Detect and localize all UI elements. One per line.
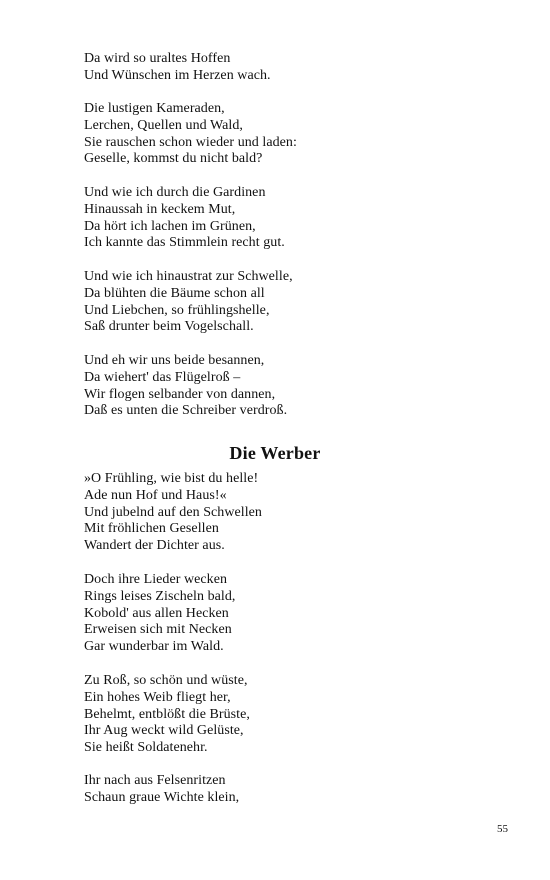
- poem-line: Kobold' aus allen Hecken: [84, 605, 229, 621]
- poem-line: Die lustigen Kameraden,: [84, 101, 225, 116]
- poem-line: Wir flogen selbander von dannen,: [84, 386, 276, 402]
- poem-line: Sie rauschen schon wieder und laden:: [84, 134, 297, 150]
- poem-line: Da wird so uraltes Hoffen: [84, 51, 231, 66]
- poem2-stanza-3: [84, 673, 250, 757]
- poem2-stanza-4: [84, 773, 239, 807]
- poem1-stanza-5: [84, 353, 287, 420]
- poem-line: Und Wünschen im Herzen wach.: [84, 67, 271, 83]
- poem1-stanza-2: [84, 101, 297, 168]
- poem-line: Zu Roß, so schön und wüste,: [84, 673, 248, 688]
- poem-title: Die Werber: [229, 443, 321, 463]
- poem-line: Geselle, kommst du nicht bald?: [84, 151, 263, 167]
- poem2-stanza-2: [84, 572, 235, 656]
- poem-line: Saß drunter beim Vogelschall.: [84, 319, 254, 335]
- poem-line: Ich kannte das Stimmlein recht gut.: [84, 235, 285, 251]
- poem-line: Schaun graue Wichte klein,: [84, 789, 240, 805]
- poem-line: Ihr nach aus Felsenritzen: [84, 773, 226, 788]
- poem-line: Sie heißt Soldatenehr.: [84, 740, 208, 756]
- poem-line: Wandert der Dichter aus.: [84, 538, 225, 554]
- poem-line: Und eh wir uns beide besannen,: [84, 353, 265, 368]
- poem-line: Und Liebchen, so frühlingshelle,: [84, 302, 270, 318]
- poem-line: Behelmt, entblößt die Brüste,: [84, 706, 250, 722]
- poem-line: Ihr Aug weckt wild Gelüste,: [84, 723, 244, 739]
- poem-line: Und wie ich hinaustrat zur Schwelle,: [84, 269, 293, 284]
- page-number: 55: [497, 823, 508, 835]
- poem-line: »O Frühling, wie bist du helle!: [84, 471, 259, 486]
- poem-line: Lerchen, Quellen und Wald,: [84, 117, 243, 133]
- poem-line: Doch ihre Lieder wecken: [84, 572, 228, 587]
- poem1-stanza-1: [84, 51, 271, 85]
- poem-line: Ade nun Hof und Haus!«: [84, 487, 227, 503]
- poem-line: Und jubelnd auf den Schwellen: [84, 504, 262, 520]
- poem2-stanza-1: [84, 471, 262, 555]
- poem-line: Rings leises Zischeln bald,: [84, 588, 236, 604]
- poem1-stanza-3: [84, 185, 285, 252]
- poem-line: Da blühten die Bäume schon all: [84, 285, 265, 301]
- poem-line: Daß es unten die Schreiber verdroß.: [84, 403, 288, 419]
- poem1-stanza-4: [84, 269, 293, 336]
- poem-line: Da wiehert' das Flügelroß –: [84, 369, 241, 385]
- poem-line: Ein hohes Weib fliegt her,: [84, 689, 231, 705]
- poem-line: Gar wunderbar im Wald.: [84, 639, 224, 655]
- poem-line: Hinaussah in keckem Mut,: [84, 201, 236, 217]
- poem-line: Mit fröhlichen Gesellen: [84, 521, 219, 537]
- poem-line: Da hört ich lachen im Grünen,: [84, 218, 256, 234]
- poem-line: Und wie ich durch die Gardinen: [84, 185, 266, 200]
- poem-line: Erweisen sich mit Necken: [84, 622, 232, 638]
